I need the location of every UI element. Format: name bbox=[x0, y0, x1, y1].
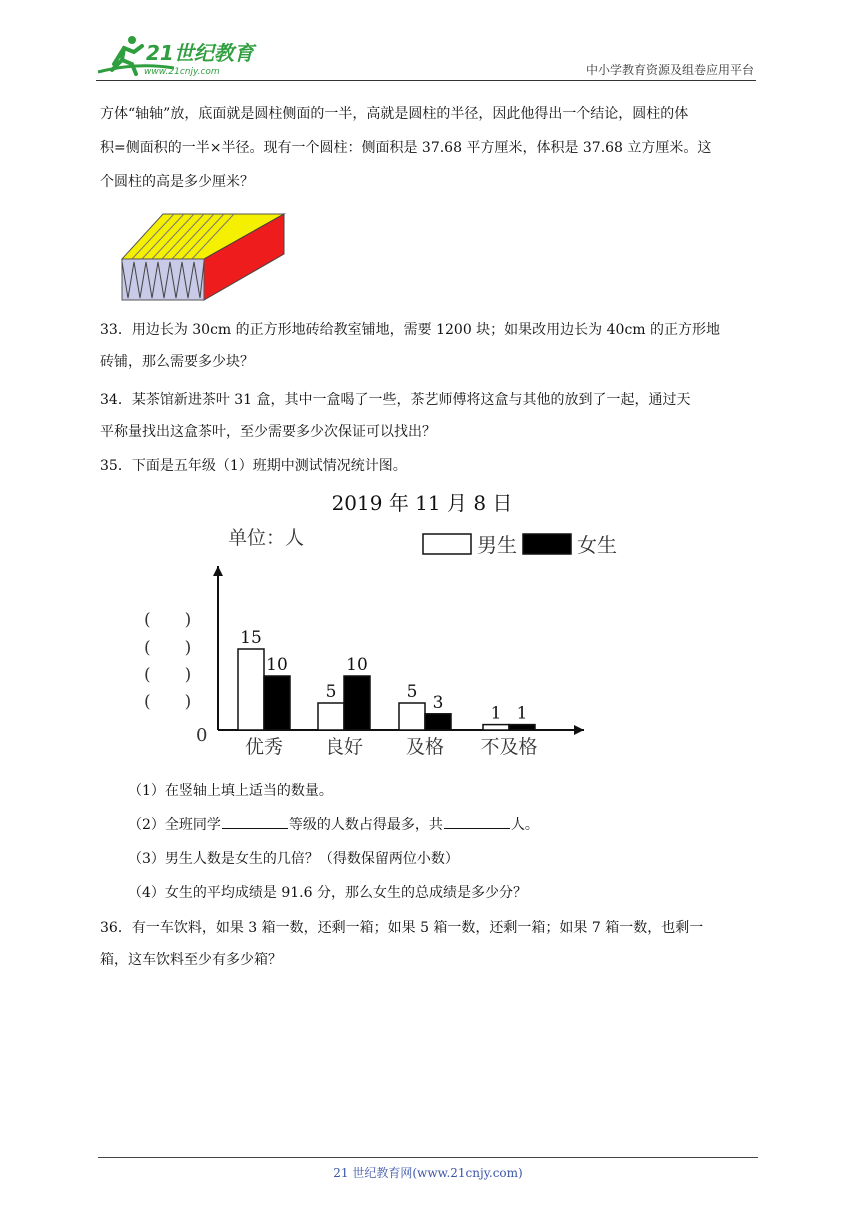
q35-sub2-a: （2）全班同学 bbox=[128, 817, 221, 833]
bar-value-label: 5 bbox=[325, 682, 337, 702]
q35-sub3: （3）男生人数是女生的几倍？（得数保留两位小数） bbox=[128, 851, 459, 867]
category-label: 优秀 bbox=[244, 736, 284, 758]
bar-girls bbox=[264, 676, 290, 730]
q35-sub2 bbox=[128, 810, 758, 840]
bar-value-label: 10 bbox=[266, 655, 288, 675]
y-tick-placeholder: ( ) bbox=[144, 610, 192, 630]
q35-intro: 35．下面是五年级（1）班期中测试情况统计图。 bbox=[100, 458, 407, 474]
bar-girls bbox=[509, 725, 535, 730]
origin-label: 0 bbox=[196, 725, 208, 746]
y-tick-placeholder: ( ) bbox=[144, 692, 192, 712]
site-tagline: 中小学教育资源及组卷应用平台 bbox=[585, 63, 754, 77]
q35-sub2-b: 等级的人数占得最多，共 bbox=[288, 817, 443, 833]
category-label: 及格 bbox=[405, 736, 445, 758]
bar-boys bbox=[238, 649, 264, 730]
q34-line1: 34．某茶馆新进茶叶 31 盒，其中一盒喝了一些，茶艺师傅将这盒与其他的放到了一起，通过天 bbox=[100, 392, 691, 408]
q33-line1: 33．用边长为 30cm 的正方形地砖给教室铺地，需要 1200 块；如果改用边长为 40cm 的正方形地 bbox=[100, 322, 721, 338]
y-tick-placeholder: ( ) bbox=[144, 665, 192, 685]
legend-swatch bbox=[423, 534, 471, 554]
q32-line3: 个圆柱的高是多少厘米？ bbox=[100, 174, 254, 190]
bar-girls bbox=[344, 676, 370, 730]
bar-boys bbox=[483, 725, 509, 730]
bar-chart bbox=[140, 486, 617, 770]
q36-line1: 36．有一车饮料，如果 3 箱一数，还剩一箱；如果 5 箱一数，还剩一箱；如果 7 箱一数，也剩一 bbox=[100, 920, 704, 936]
x-axis-arrow bbox=[574, 725, 584, 735]
bar-value-label: 10 bbox=[346, 655, 368, 675]
chart-title: 2019 年 11 月 8 日 bbox=[331, 491, 513, 515]
cylinder-cut-figure bbox=[118, 212, 288, 308]
bar-value-label: 1 bbox=[516, 703, 528, 724]
bar-boys bbox=[318, 703, 344, 730]
category-label: 不及格 bbox=[480, 736, 538, 758]
logo-text: 21世纪教育 bbox=[146, 41, 254, 65]
q35-sub4: （4）女生的平均成绩是 91.6 分，那么女生的总成绩是多少分？ bbox=[128, 885, 527, 901]
bar-boys bbox=[399, 703, 425, 730]
q34-line2: 平称量找出这盒茶叶，至少需要多少次保证可以找出？ bbox=[100, 424, 436, 440]
legend-swatch bbox=[523, 534, 571, 554]
q35-sub1: （1）在竖轴上填上适当的数量。 bbox=[128, 783, 333, 799]
category-label: 良好 bbox=[324, 736, 364, 758]
site-logo bbox=[96, 34, 266, 78]
chart-bars bbox=[238, 628, 535, 730]
legend-label: 男生 bbox=[477, 533, 517, 557]
q35-sub2-c: 人。 bbox=[510, 817, 539, 833]
chart-unit-label: 单位：人 bbox=[228, 527, 305, 549]
chart-categories bbox=[245, 736, 538, 758]
bar-value-label: 5 bbox=[406, 682, 418, 702]
q32-line2: 积=侧面积的一半×半径。现有一个圆柱：侧面积是 37.68 平方厘米，体积是 37.68 立方厘米。这 bbox=[100, 140, 712, 156]
bar-value-label: 1 bbox=[490, 703, 502, 724]
chart-legend bbox=[423, 533, 617, 557]
bar-value-label: 15 bbox=[240, 628, 262, 648]
logo-url: www.21cnjy.com bbox=[144, 67, 220, 77]
legend-label: 女生 bbox=[577, 533, 617, 557]
q33-line2: 砖铺，那么需要多少块？ bbox=[100, 354, 254, 370]
y-axis-arrow bbox=[213, 566, 223, 576]
footer-text: 21 世纪教育网(www.21cnjy.com) bbox=[333, 1166, 523, 1180]
bar-value-label: 3 bbox=[432, 692, 444, 713]
q36-line2: 箱，这车饮料至少有多少箱？ bbox=[100, 952, 282, 968]
chart-y-ticks bbox=[144, 610, 191, 712]
answer-blank-count[interactable] bbox=[444, 812, 510, 829]
footer-divider bbox=[98, 1157, 758, 1158]
header-divider bbox=[96, 80, 756, 81]
q32-line1: 方体“轴轴”放，底面就是圆柱侧面的一半，高就是圆柱的半径，因此他得出一个结论，圆柱的体 bbox=[100, 106, 689, 122]
y-tick-placeholder: ( ) bbox=[144, 638, 192, 658]
answer-blank-level[interactable] bbox=[222, 812, 288, 829]
bar-girls bbox=[425, 714, 451, 730]
